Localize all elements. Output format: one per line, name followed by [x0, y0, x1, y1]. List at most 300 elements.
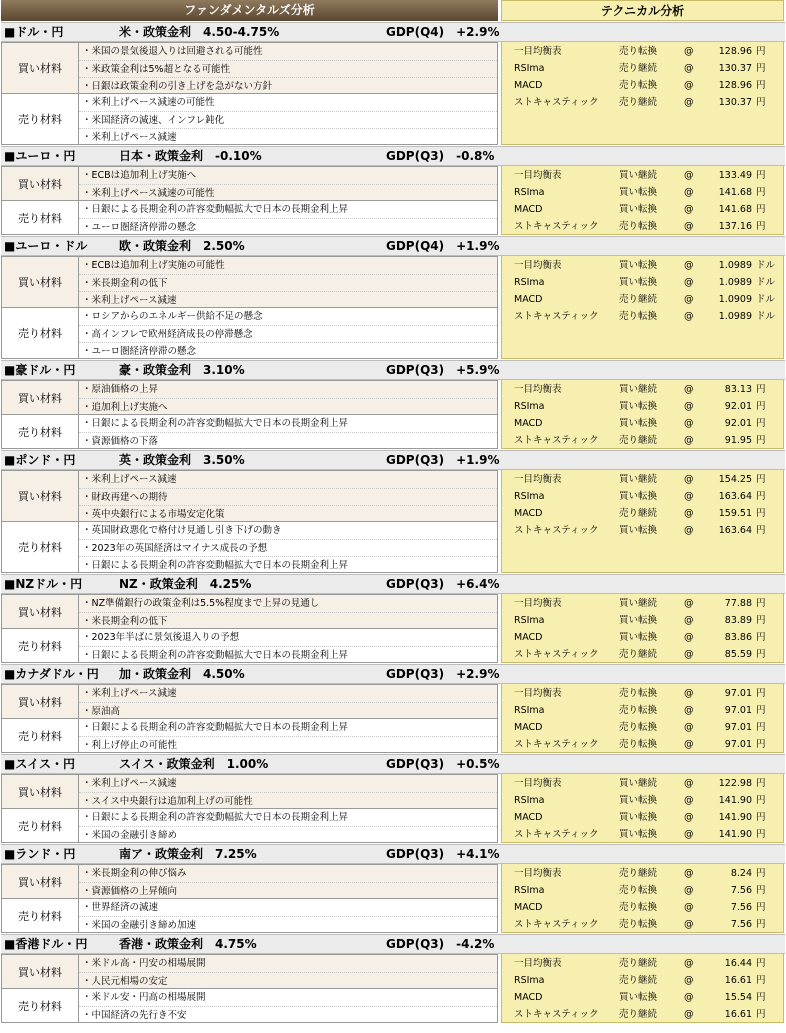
price-unit: 円: [756, 63, 766, 74]
indicator-name: ストキャスティック: [514, 739, 599, 750]
price-unit: 円: [756, 778, 766, 789]
currency-section: [0, 22, 786, 145]
technical-row: [502, 989, 785, 1006]
sell-factor-item: ・米国の金融引き締め: [79, 826, 497, 843]
indicator-signal: 買い転換: [619, 829, 658, 840]
technical-row: [502, 522, 785, 539]
sell-factors-group: [2, 414, 497, 448]
indicator-price: 122.98: [718, 778, 752, 789]
sell-factors-group: [2, 718, 497, 752]
buy-factor-item: ・米長期金利の低下: [79, 612, 497, 629]
at-sign: @: [684, 418, 694, 429]
price-unit: 円: [756, 80, 766, 91]
price-unit: 円: [756, 812, 766, 823]
technical-row: [502, 381, 785, 398]
indicator-signal: 売り転換: [619, 885, 658, 896]
indicator-price: 83.13: [724, 384, 752, 395]
indicator-price: 97.01: [724, 722, 752, 733]
buy-factors-group: [2, 380, 497, 414]
gdp-growth: GDP(Q3) +0.5%: [386, 757, 500, 771]
indicator-signal: 売り転換: [619, 221, 658, 232]
section-title-bar: [1, 574, 785, 594]
technical-row: [502, 415, 785, 432]
at-sign: @: [684, 97, 694, 108]
sell-factor-item: ・2023年半ばに景気後退入りの予想: [82, 632, 240, 643]
buy-factor-item: ・英中央銀行による市場安定化策: [79, 505, 497, 522]
indicator-price: 92.01: [724, 418, 752, 429]
price-unit: 円: [756, 739, 766, 750]
indicator-price: 141.90: [718, 812, 752, 823]
at-sign: @: [684, 958, 694, 969]
sell-factors-label: 売り材料: [2, 94, 79, 144]
sell-factor-item: ・ユーロ圏経済停滞の懸念: [79, 218, 497, 235]
buy-factor-item: ・資源価格の上昇傾向: [79, 882, 497, 899]
at-sign: @: [684, 525, 694, 536]
gdp-growth: GDP(Q3) +1.9%: [386, 453, 500, 467]
policy-rate: 南ア・政策金利 7.25%: [119, 847, 257, 861]
indicator-name: ストキャスティック: [514, 221, 599, 232]
price-unit: 円: [756, 992, 766, 1003]
indicator-price: 7.56: [730, 885, 752, 896]
technical-row: [502, 505, 785, 522]
indicator-name: RSIma: [514, 705, 545, 716]
gdp-growth: GDP(Q3) +6.4%: [386, 577, 500, 591]
indicator-signal: 買い転換: [619, 992, 658, 1003]
buy-factors-group: [2, 594, 497, 628]
indicator-signal: 買い転換: [619, 187, 658, 198]
buy-factor-item: ・米長期金利の低下: [79, 274, 497, 291]
technical-row: [502, 595, 785, 612]
sell-factors-label: 売り材料: [2, 201, 79, 234]
at-sign: @: [684, 170, 694, 181]
currency-pair: ■香港ドル・円: [4, 937, 88, 951]
technical-block: [501, 864, 784, 933]
indicator-name: ストキャスティック: [514, 525, 599, 536]
indicator-signal: 買い継続: [619, 778, 658, 789]
indicator-name: RSIma: [514, 795, 545, 806]
indicator-price: 83.89: [724, 615, 752, 626]
at-sign: @: [684, 739, 694, 750]
at-sign: @: [684, 705, 694, 716]
currency-section: [0, 934, 786, 1023]
at-sign: @: [684, 311, 694, 322]
buy-factors-label: 買い材料: [2, 167, 79, 200]
buy-factor-item: ・原油高: [79, 702, 497, 719]
section-title-bar: [1, 22, 785, 42]
indicator-name: 一目均衡表: [514, 688, 562, 699]
indicator-name: MACD: [514, 722, 543, 733]
indicator-name: MACD: [514, 204, 543, 215]
price-unit: ドル: [756, 260, 776, 271]
indicator-signal: 買い転換: [619, 812, 658, 823]
policy-rate: 欧・政策金利 2.50%: [119, 239, 245, 253]
buy-factors-group: [2, 42, 497, 93]
gdp-growth: GDP(Q3) +4.1%: [386, 847, 500, 861]
buy-factors-label: 買い材料: [2, 865, 79, 898]
indicator-signal: 売り転換: [619, 919, 658, 930]
price-unit: ドル: [756, 294, 776, 305]
technical-row: [502, 719, 785, 736]
technical-row: [502, 218, 785, 235]
sell-factor-item: ・日銀による長期金利の許容変動幅拡大で日本の長期金利上昇: [82, 812, 349, 823]
gdp-growth: GDP(Q3) +5.9%: [386, 363, 500, 377]
technical-row: [502, 201, 785, 218]
at-sign: @: [684, 260, 694, 271]
technical-row: [502, 899, 785, 916]
sell-factors-group: [2, 628, 497, 662]
at-sign: @: [684, 63, 694, 74]
indicator-signal: 買い転換: [619, 491, 658, 502]
at-sign: @: [684, 187, 694, 198]
at-sign: @: [684, 221, 694, 232]
sell-factor-item: ・米ドル安・円高の相場展開: [82, 992, 206, 1003]
technical-row: [502, 865, 785, 882]
technical-row: [502, 736, 785, 753]
buy-factor-item: ・ECBは追加利上げ実施へ: [82, 170, 197, 181]
indicator-signal: 売り転換: [619, 902, 658, 913]
at-sign: @: [684, 204, 694, 215]
at-sign: @: [684, 992, 694, 1003]
indicator-price: 141.90: [718, 795, 752, 806]
currency-pair: ■カナダドル・円: [4, 667, 99, 681]
technical-block: [501, 256, 784, 359]
sell-factor-item: ・日銀による長期金利の許容変動幅拡大で日本の長期金利上昇: [82, 204, 349, 215]
section-title-bar: [1, 664, 785, 684]
indicator-signal: 売り転換: [619, 46, 658, 57]
price-unit: 円: [756, 902, 766, 913]
technical-row: [502, 77, 785, 94]
price-unit: 円: [756, 187, 766, 198]
indicator-price: 92.01: [724, 401, 752, 412]
policy-rate: NZ・政策金利 4.25%: [119, 577, 252, 591]
buy-factors-label: 買い材料: [2, 775, 79, 808]
buy-factor-item: ・日銀は政策金利の引き上げを急がない方針: [79, 77, 497, 94]
buy-factor-item: ・米長期金利の伸び悩み: [82, 868, 187, 879]
technical-row: [502, 184, 785, 201]
currency-pair: ■ランド・円: [4, 847, 76, 861]
indicator-signal: 売り継続: [619, 294, 658, 305]
sell-factors-label: 売り材料: [2, 522, 79, 572]
sell-factors-group: [2, 808, 497, 842]
sell-factor-item: ・米利上げペース減速の可能性: [82, 97, 215, 108]
price-unit: 円: [756, 221, 766, 232]
technical-row: [502, 291, 785, 308]
buy-factors-label: 買い材料: [2, 471, 79, 521]
at-sign: @: [684, 474, 694, 485]
policy-rate: 豪・政策金利 3.10%: [119, 363, 245, 377]
sell-factor-item: ・利上げ停止の可能性: [79, 736, 497, 753]
price-unit: 円: [756, 688, 766, 699]
indicator-signal: 買い転換: [619, 418, 658, 429]
sell-factor-item: ・資源価格の下落: [79, 432, 497, 449]
indicator-name: ストキャスティック: [514, 919, 599, 930]
technical-block: [501, 594, 784, 663]
indicator-price: 16.61: [724, 975, 752, 986]
fundamentals-block: [1, 380, 498, 449]
indicator-price: 15.54: [724, 992, 752, 1003]
indicator-name: MACD: [514, 80, 543, 91]
price-unit: 円: [756, 1009, 766, 1020]
at-sign: @: [684, 868, 694, 879]
technical-row: [502, 257, 785, 274]
fundamentals-block: [1, 42, 498, 145]
technical-block: [501, 684, 784, 753]
indicator-name: 一目均衡表: [514, 778, 562, 789]
technical-block: [501, 470, 784, 573]
fundamentals-block: [1, 774, 498, 843]
section-title-bar: [1, 360, 785, 380]
indicator-price: 83.86: [724, 632, 752, 643]
section-title-bar: [1, 754, 785, 774]
buy-factors-label: 買い材料: [2, 685, 79, 718]
section-title-bar: [1, 236, 785, 256]
price-unit: 円: [756, 525, 766, 536]
technical-row: [502, 432, 785, 449]
technical-block: [501, 380, 784, 449]
price-unit: 円: [756, 958, 766, 969]
indicator-name: 一目均衡表: [514, 474, 562, 485]
sell-factors-label: 売り材料: [2, 415, 79, 448]
price-unit: 円: [756, 868, 766, 879]
sell-factor-item: ・英国財政悪化で格付け見通し引き下げの動き: [82, 525, 282, 536]
buy-factor-item: ・財政再建への期待: [79, 488, 497, 505]
indicator-name: 一目均衡表: [514, 46, 562, 57]
at-sign: @: [684, 975, 694, 986]
policy-rate: 英・政策金利 3.50%: [119, 453, 245, 467]
buy-factors-label: 買い材料: [2, 43, 79, 93]
buy-factor-item: ・NZ準備銀行の政策金利は5.5%程度まで上昇の見通し: [82, 598, 320, 609]
technical-row: [502, 60, 785, 77]
at-sign: @: [684, 649, 694, 660]
indicator-signal: 買い継続: [619, 598, 658, 609]
indicator-signal: 売り継続: [619, 958, 658, 969]
indicator-price: 97.01: [724, 688, 752, 699]
buy-factor-item: ・米利上げペース減速の可能性: [79, 184, 497, 201]
currency-pair: ■ユーロ・ドル: [4, 239, 88, 253]
price-unit: 円: [756, 418, 766, 429]
price-unit: ドル: [756, 311, 776, 322]
technical-row: [502, 629, 785, 646]
at-sign: @: [684, 46, 694, 57]
indicator-price: 8.24: [730, 868, 752, 879]
indicator-name: RSIma: [514, 975, 545, 986]
fundamentals-block: [1, 256, 498, 359]
buy-factor-item: ・米利上げペース減速: [82, 778, 177, 789]
technical-row: [502, 398, 785, 415]
indicator-signal: 買い転換: [619, 795, 658, 806]
technical-row: [502, 955, 785, 972]
sell-factor-item: ・2023年の英国経済はマイナス成長の予想: [79, 539, 497, 556]
indicator-signal: 買い継続: [619, 384, 658, 395]
indicator-price: 130.37: [718, 97, 752, 108]
sell-factors-group: [2, 898, 497, 932]
section-title-bar: [1, 450, 785, 470]
indicator-price: 91.95: [724, 435, 752, 446]
technical-row: [502, 1006, 785, 1023]
indicator-signal: 売り転換: [619, 311, 658, 322]
currency-pair: ■スイス・円: [4, 757, 75, 771]
indicator-price: 163.64: [718, 491, 752, 502]
at-sign: @: [684, 812, 694, 823]
buy-factor-item: ・人民元相場の安定: [79, 972, 497, 989]
technical-block: [501, 166, 784, 235]
indicator-signal: 買い転換: [619, 260, 658, 271]
at-sign: @: [684, 795, 694, 806]
indicator-signal: 買い転換: [619, 615, 658, 626]
indicator-name: RSIma: [514, 491, 545, 502]
indicator-price: 159.51: [718, 508, 752, 519]
indicator-signal: 売り継続: [619, 97, 658, 108]
indicator-signal: 買い継続: [619, 170, 658, 181]
buy-factor-item: ・ECBは追加利上げ実施の可能性: [82, 260, 225, 271]
buy-factors-group: [2, 864, 497, 898]
fundamentals-block: [1, 166, 498, 235]
buy-factor-item: ・米利上げペース減速: [79, 291, 497, 308]
price-unit: 円: [756, 795, 766, 806]
currency-section: [0, 754, 786, 843]
at-sign: @: [684, 778, 694, 789]
gdp-growth: GDP(Q4) +2.9%: [386, 25, 500, 39]
price-unit: 円: [756, 435, 766, 446]
indicator-signal: 売り継続: [619, 868, 658, 879]
indicator-name: RSIma: [514, 401, 545, 412]
sell-factor-item: ・米国の金融引き締め加速: [79, 916, 497, 933]
at-sign: @: [684, 829, 694, 840]
indicator-name: ストキャスティック: [514, 435, 599, 446]
indicator-name: 一目均衡表: [514, 868, 562, 879]
indicator-name: MACD: [514, 812, 543, 823]
technical-row: [502, 809, 785, 826]
price-unit: 円: [756, 474, 766, 485]
indicator-price: 1.0989: [718, 260, 752, 271]
technical-row: [502, 488, 785, 505]
price-unit: 円: [756, 705, 766, 716]
sell-factor-item: ・米利上げペース減速: [79, 128, 497, 145]
gdp-growth: GDP(Q4) +1.9%: [386, 239, 500, 253]
at-sign: @: [684, 80, 694, 91]
sell-factor-item: ・日銀による長期金利の許容変動幅拡大で日本の長期金利上昇: [82, 418, 349, 429]
indicator-price: 97.01: [724, 705, 752, 716]
sell-factor-item: ・日銀による長期金利の許容変動幅拡大で日本の長期金利上昇: [79, 556, 497, 573]
sell-factor-item: ・米国経済の減速、インフレ鈍化: [79, 111, 497, 128]
price-unit: ドル: [756, 277, 776, 288]
technical-row: [502, 775, 785, 792]
technical-row: [502, 792, 785, 809]
sell-factors-label: 売り材料: [2, 719, 79, 752]
indicator-name: MACD: [514, 902, 543, 913]
at-sign: @: [684, 277, 694, 288]
technical-row: [502, 167, 785, 184]
sell-factors-group: [2, 93, 497, 144]
indicator-signal: 売り転換: [619, 722, 658, 733]
technical-row: [502, 646, 785, 663]
sell-factors-group: [2, 307, 497, 358]
at-sign: @: [684, 598, 694, 609]
technical-row: [502, 274, 785, 291]
buy-factors-group: [2, 774, 497, 808]
buy-factors-group: [2, 470, 497, 521]
policy-rate: 加・政策金利 4.50%: [119, 667, 245, 681]
indicator-name: 一目均衡表: [514, 260, 562, 271]
indicator-signal: 売り転換: [619, 739, 658, 750]
currency-section: [0, 664, 786, 753]
indicator-name: MACD: [514, 992, 543, 1003]
technical-row: [502, 94, 785, 111]
price-unit: 円: [756, 615, 766, 626]
indicator-name: RSIma: [514, 885, 545, 896]
indicator-name: 一目均衡表: [514, 170, 562, 181]
sell-factors-label: 売り材料: [2, 989, 79, 1022]
fundamentals-header: ファンダメンタルズ分析: [1, 0, 498, 21]
sell-factor-item: ・ユーロ圏経済停滞の懸念: [79, 342, 497, 359]
price-unit: 円: [756, 97, 766, 108]
at-sign: @: [684, 1009, 694, 1020]
price-unit: 円: [756, 508, 766, 519]
indicator-price: 1.0989: [718, 311, 752, 322]
indicator-name: ストキャスティック: [514, 1009, 599, 1020]
indicator-signal: 買い転換: [619, 277, 658, 288]
at-sign: @: [684, 632, 694, 643]
sell-factor-item: ・世界経済の減速: [82, 902, 159, 913]
technical-row: [502, 685, 785, 702]
indicator-name: MACD: [514, 418, 543, 429]
at-sign: @: [684, 435, 694, 446]
technical-row: [502, 972, 785, 989]
price-unit: 円: [756, 829, 766, 840]
sell-factor-item: ・中国経済の先行き不安: [79, 1006, 497, 1023]
sell-factor-item: ・ロシアからのエネルギー供給不足の懸念: [82, 311, 263, 322]
indicator-price: 16.44: [724, 958, 752, 969]
technical-block: [501, 954, 784, 1023]
indicator-signal: 買い転換: [619, 401, 658, 412]
gdp-growth: GDP(Q3) +2.9%: [386, 667, 500, 681]
price-unit: 円: [756, 401, 766, 412]
indicator-signal: 売り継続: [619, 1009, 658, 1020]
fundamentals-block: [1, 954, 498, 1023]
indicator-price: 163.64: [718, 525, 752, 536]
buy-factors-group: [2, 684, 497, 718]
indicator-price: 137.16: [718, 221, 752, 232]
indicator-price: 97.01: [724, 739, 752, 750]
indicator-price: 154.25: [718, 474, 752, 485]
sell-factors-label: 売り材料: [2, 899, 79, 932]
technical-header: テクニカル分析: [501, 0, 784, 21]
currency-pair: ■NZドル・円: [4, 577, 83, 591]
price-unit: 円: [756, 919, 766, 930]
indicator-price: 128.96: [718, 80, 752, 91]
indicator-name: RSIma: [514, 187, 545, 198]
gdp-growth: GDP(Q3) -0.8%: [386, 149, 495, 163]
price-unit: 円: [756, 384, 766, 395]
section-title-bar: [1, 146, 785, 166]
price-unit: 円: [756, 632, 766, 643]
indicator-name: RSIma: [514, 63, 545, 74]
indicator-name: ストキャスティック: [514, 97, 599, 108]
fundamentals-block: [1, 864, 498, 933]
indicator-signal: 売り継続: [619, 508, 658, 519]
price-unit: 円: [756, 46, 766, 57]
buy-factors-group: [2, 954, 497, 988]
indicator-price: 77.88: [724, 598, 752, 609]
at-sign: @: [684, 401, 694, 412]
technical-block: [501, 774, 784, 843]
sell-factor-item: ・日銀による長期金利の許容変動幅拡大で日本の長期金利上昇: [82, 722, 349, 733]
buy-factor-item: ・原油価格の上昇: [82, 384, 159, 395]
buy-factors-group: [2, 166, 497, 200]
at-sign: @: [684, 919, 694, 930]
indicator-name: MACD: [514, 294, 543, 305]
at-sign: @: [684, 688, 694, 699]
